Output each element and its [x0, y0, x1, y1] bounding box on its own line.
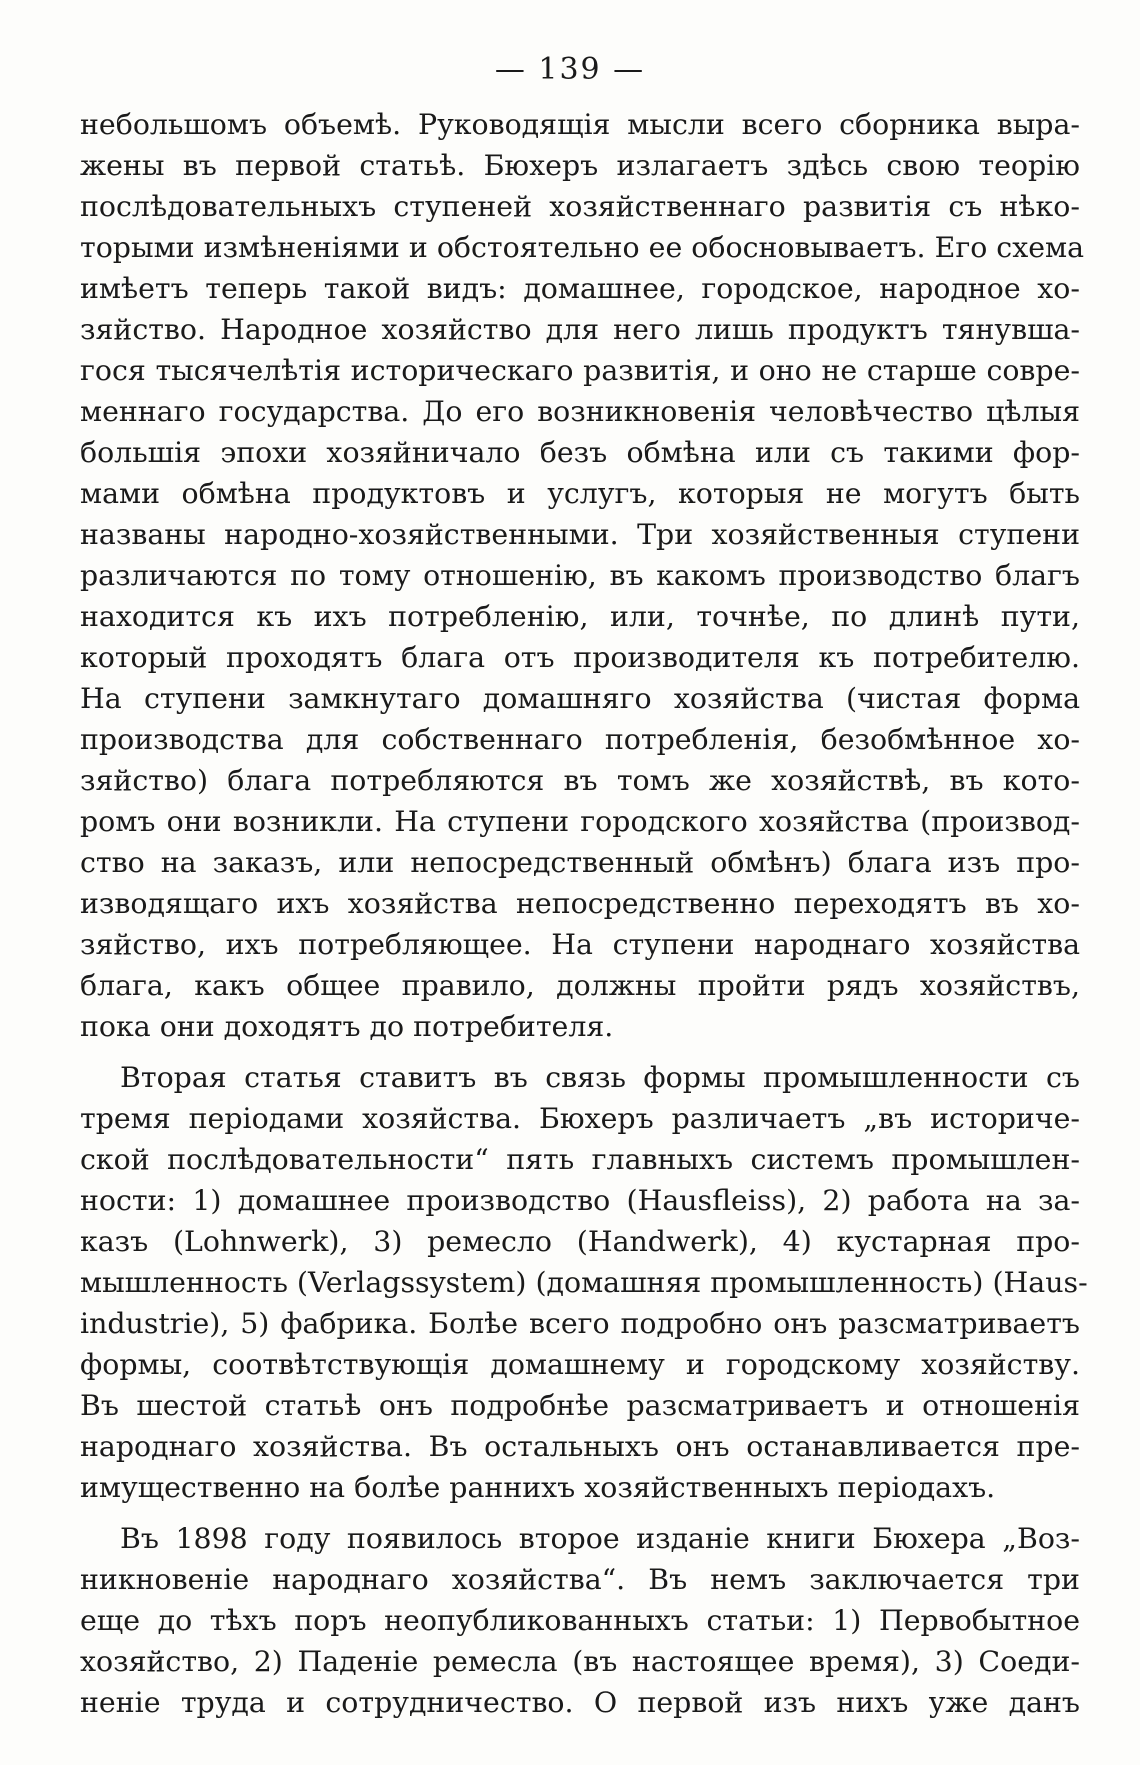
text-line: зяйство. Народное хозяйство для него лишь продуктъ тянувша-	[80, 313, 1080, 346]
text-line: названы народно-хозяйственными. Три хозяйственныя ступени	[80, 518, 1080, 551]
text-line: ство на заказъ, или непосредственный обмѣнъ) блага изъ про-	[80, 846, 1080, 879]
text-line: ской послѣдовательности“ пять главныхъ системъ промышлен-	[80, 1143, 1080, 1176]
text-line: industrie), 5) фабрика. Болѣе всего подробно онъ разсматриваетъ	[80, 1307, 1080, 1340]
text-line: хозяйство, 2) Паденіе ремесла (въ настоящее время), 3) Соеди-	[80, 1645, 1080, 1678]
text-line: который проходятъ блага отъ производителя къ потребителю.	[80, 641, 1080, 674]
text-line: блага, какъ общее правило, должны пройти рядъ хозяйствъ,	[80, 969, 1080, 1002]
text-line: казъ (Lohnwerk), 3) ремесло (Handwerk), 4) кустарная про-	[80, 1225, 1080, 1258]
text-line: различаются по тому отношенію, въ какомъ производство благъ	[80, 559, 1080, 592]
text-line: мышленность (Verlagssystem) (домашняя промышленность) (Haus-	[80, 1266, 1088, 1299]
page-number: — 139 —	[494, 52, 646, 87]
text-line: изводящаго ихъ хозяйства непосредственно переходятъ въ хо-	[80, 887, 1080, 920]
text-line: мами обмѣна продуктовъ и услугъ, которыя не могутъ быть	[80, 477, 1080, 510]
text-line: формы, соотвѣтствующія домашнему и городскому хозяйству.	[80, 1348, 1080, 1381]
paragraph-2	[80, 1057, 1088, 1508]
text-line: имѣетъ теперь такой видъ: домашнее, городское, народное хо-	[80, 272, 1080, 305]
text-line: пока они доходятъ до потребителя.	[80, 1010, 614, 1043]
text-line: ромъ они возникли. На ступени городского хозяйства (производ-	[80, 805, 1080, 838]
text-line: народнаго хозяйства. Въ остальныхъ онъ останавливается пре-	[80, 1430, 1080, 1463]
text-line: жены въ первой статьѣ. Бюхеръ излагаетъ здѣсь свою теорію	[80, 149, 1080, 182]
text-line: ности: 1) домашнее производство (Hausfleiss), 2) работа на за-	[80, 1184, 1080, 1217]
text-line: зяйство, ихъ потребляющее. На ступени народнаго хозяйства	[80, 928, 1080, 961]
text-line: На ступени замкнутаго домашняго хозяйства (чистая форма	[80, 682, 1080, 715]
text-line: неніе труда и сотрудничество. О первой изъ нихъ уже данъ	[80, 1686, 1080, 1719]
text-line: гося тысячелѣтія историческаго развитія, и оно не старше совре-	[80, 354, 1080, 387]
text-line: Вторая статья ставитъ въ связь формы промышленности съ	[120, 1061, 1080, 1094]
text-line: Въ шестой статьѣ онъ подробнѣе разсматриваетъ и отношенія	[80, 1389, 1080, 1422]
body-text	[80, 104, 1088, 1723]
text-line: еще до тѣхъ поръ неопубликованныхъ статьи: 1) Первобытное	[80, 1604, 1080, 1637]
text-line: находится къ ихъ потребленію, или, точнѣе, по длинѣ пути,	[80, 600, 1080, 633]
text-line: тремя періодами хозяйства. Бюхеръ различаетъ „въ историче-	[80, 1102, 1080, 1135]
text-line: меннаго государства. До его возникновенія человѣчество цѣлыя	[80, 395, 1080, 428]
paragraph-3	[80, 1518, 1080, 1723]
text-line: Въ 1898 году появилось второе изданіе книги Бюхера „Воз-	[120, 1522, 1080, 1555]
paragraph-1	[80, 104, 1085, 1047]
text-line: послѣдовательныхъ ступеней хозяйственнаго развитія съ нѣко-	[80, 190, 1080, 223]
text-line: небольшомъ объемѣ. Руководящія мысли всего сборника выра-	[80, 108, 1080, 141]
text-line: имущественно на болѣе раннихъ хозяйственныхъ періодахъ.	[80, 1471, 996, 1504]
text-line: торыми измѣненіями и обстоятельно ее обосновываетъ. Его схема	[80, 231, 1085, 264]
text-line: зяйство) блага потребляются въ томъ же хозяйствѣ, въ кото-	[80, 764, 1080, 797]
text-line: большія эпохи хозяйничало безъ обмѣна или съ такими фор-	[80, 436, 1080, 469]
text-line: производства для собственнаго потребленія, безобмѣнное хо-	[80, 723, 1080, 756]
text-line: никновеніе народнаго хозяйства“. Въ немъ заключается три	[80, 1563, 1080, 1596]
